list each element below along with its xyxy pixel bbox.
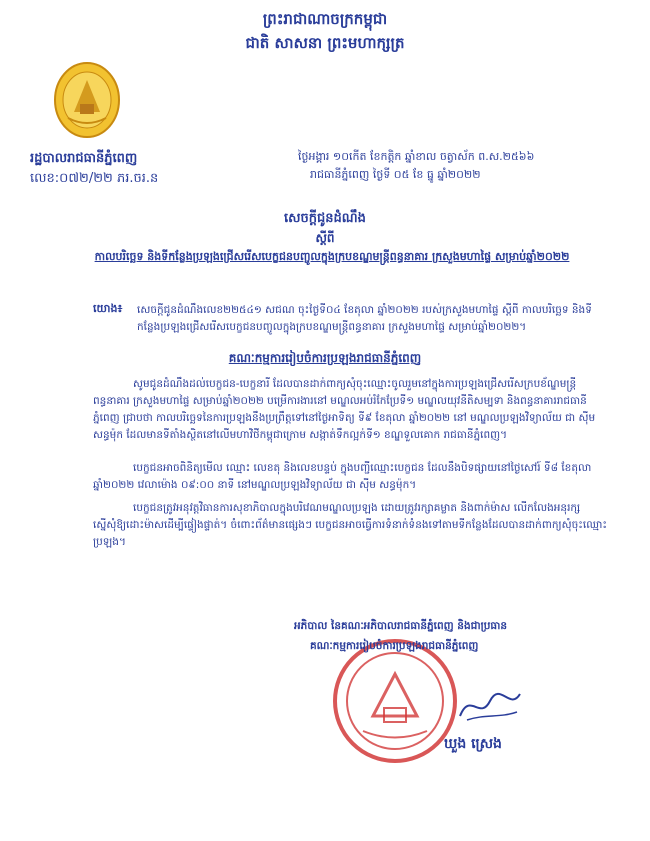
reference-label: យោង៖ bbox=[93, 302, 123, 315]
signatory-title-2: គណៈកម្មការរៀបចំការប្រឡងរាជធានីភ្នំពេញ bbox=[310, 640, 479, 652]
lunar-date: ថ្ងៃអង្គារ ១០កើត ខែកត្តិក ឆ្នាំខាល ចត្វាស័ក ព.ស.២៥៦៦ bbox=[298, 150, 535, 163]
signatory-name: ឃួង ស្រេង bbox=[444, 736, 502, 752]
reference-number: លេខ:០៧២/២២ ភរ.ចរ.ន bbox=[30, 171, 159, 186]
signatory-title-1: អភិបាល នៃគណៈអភិបាលរាជធានីភ្នំពេញ និងជាប្រធាន bbox=[294, 620, 508, 632]
issuer-name: រដ្ឋបាលរាជធានីភ្នំពេញ bbox=[30, 151, 138, 166]
reference-text: សេចក្តីជូនដំណឹងលេខ២២៥៤១ សជណ ចុះថ្ងៃទី០៤ ខែតុលា ឆ្នាំ២០២២ របស់ក្រសួងមហាផ្ទៃ ស្តីពី កាលបរិច្ឆេទ និងទីកន្លែងប្រឡងជ្រើសរើសបេក្ខជនបញ្ចូលក្នុងក្របខណ្ឌមន្ត្រីពន្ធនាគារ ក្រសួងមហាផ្ទៃ សម្រាប់ឆ្នាំ២០២២។ bbox=[137, 304, 592, 333]
body-paragraph-3: បេក្ខជនត្រូវអនុវត្តវិធានការសុខាភិបាលក្នុងបរិវេណមណ្ឌលប្រឡង ដោយត្រូវរក្សាគម្លាត និងពាក់ម៉ាស លើកលែងអនុរក្សស្នើសុំឱ្យដោះម៉ាសដើម្បីផ្ទៀងផ្ទាត់។ ចំពោះព័ត៌មានផ្សេងៗ បេក្ខជនអាចធ្វើការទំនាក់ទំនងទៅតាមទីកន្លែងដែលបានដាក់ពាក្យសុំចុះឈ្មោះប្រឡង។ bbox=[93, 502, 607, 548]
body-paragraph-1: សូមជូនដំណឹងដល់បេក្ខជន-បេក្ខនារី ដែលបានដាក់ពាក្យសុំចុះឈ្មោះចូលរួមនៅក្នុងការប្រឡងជ្រើសរើសក្របខ័ណ្ឌមន្ត្រីពន្ធនាគារ ក្រសួងមហាផ្ទៃ សម្រាប់ឆ្នាំ២០២២ បម្រើការងារនៅ មណ្ឌលអប់រំកែប្រែទី១ មណ្ឌលយុវនីតិសម្បទា និងពន្ធនាគាររាជធានីភ្នំពេញ ជ្រាបថា កាលបរិច្ឆេទនៃការប្រឡងនឹងប្រព្រឹត្តទៅនៅថ្ងៃអាទិត្យ ទី៩ ខែតុលា ឆ្នាំ២០២២ នៅ មណ្ឌលប្រឡងវិទ្យាល័យ ជា ស៊ីម សន្ធម៉ុក ដែលមានទីតាំងស្ថិតនៅលើមហាវិថីកម្ពុជាក្រោម សង្កាត់ទឹកល្អក់ទី១ ខណ្ឌទួលគោក រាជធានីភ្នំពេញ។ bbox=[93, 378, 596, 441]
solar-date: រាជធានីភ្នំពេញ ថ្ងៃទី ០៥ ខែ ធ្នូ ឆ្នាំ២០២២ bbox=[310, 168, 481, 181]
municipal-emblem-icon bbox=[54, 62, 120, 138]
committee-heading: គណៈកម្មការរៀបចំការប្រឡងរាជធានីភ្នំពេញ bbox=[228, 351, 422, 365]
kingdom-motto: ជាតិ សាសនា ព្រះមហាក្សត្រ bbox=[245, 34, 405, 52]
notice-title: សេចក្តីជូនដំណឹង bbox=[284, 211, 366, 226]
handwritten-signature-icon bbox=[455, 686, 525, 726]
notice-subtitle: ស្តីពី bbox=[315, 231, 335, 245]
notice-subject: កាលបរិច្ឆេទ និងទីកន្លែងប្រឡងជ្រើសរើសបេក្ខជនបញ្ចូលក្នុងក្របខណ្ឌមន្ត្រីពន្ធនាគារ ក្រសួងមហាផ្ទៃ សម្រាប់ឆ្នាំ២០២២ bbox=[94, 250, 570, 263]
kingdom-title: ព្រះរាជាណាចក្រកម្ពុជា bbox=[262, 10, 388, 28]
body-paragraph-2: បេក្ខជនអាចពិនិត្យមើល ឈ្មោះ លេខតុ និងលេខបន្ទប់ ក្នុងបញ្ជីឈ្មោះបេក្ខជន ដែលនឹងបិទផ្សាយនៅថ្ងៃសៅរ៍ ទី៨ ខែតុលា ឆ្នាំ២០២២ វេលាម៉ោង ០៩:០០ នាទី នៅមណ្ឌលប្រឡងវិទ្យាល័យ ជា ស៊ីម សន្ធម៉ុក។ bbox=[93, 462, 592, 491]
